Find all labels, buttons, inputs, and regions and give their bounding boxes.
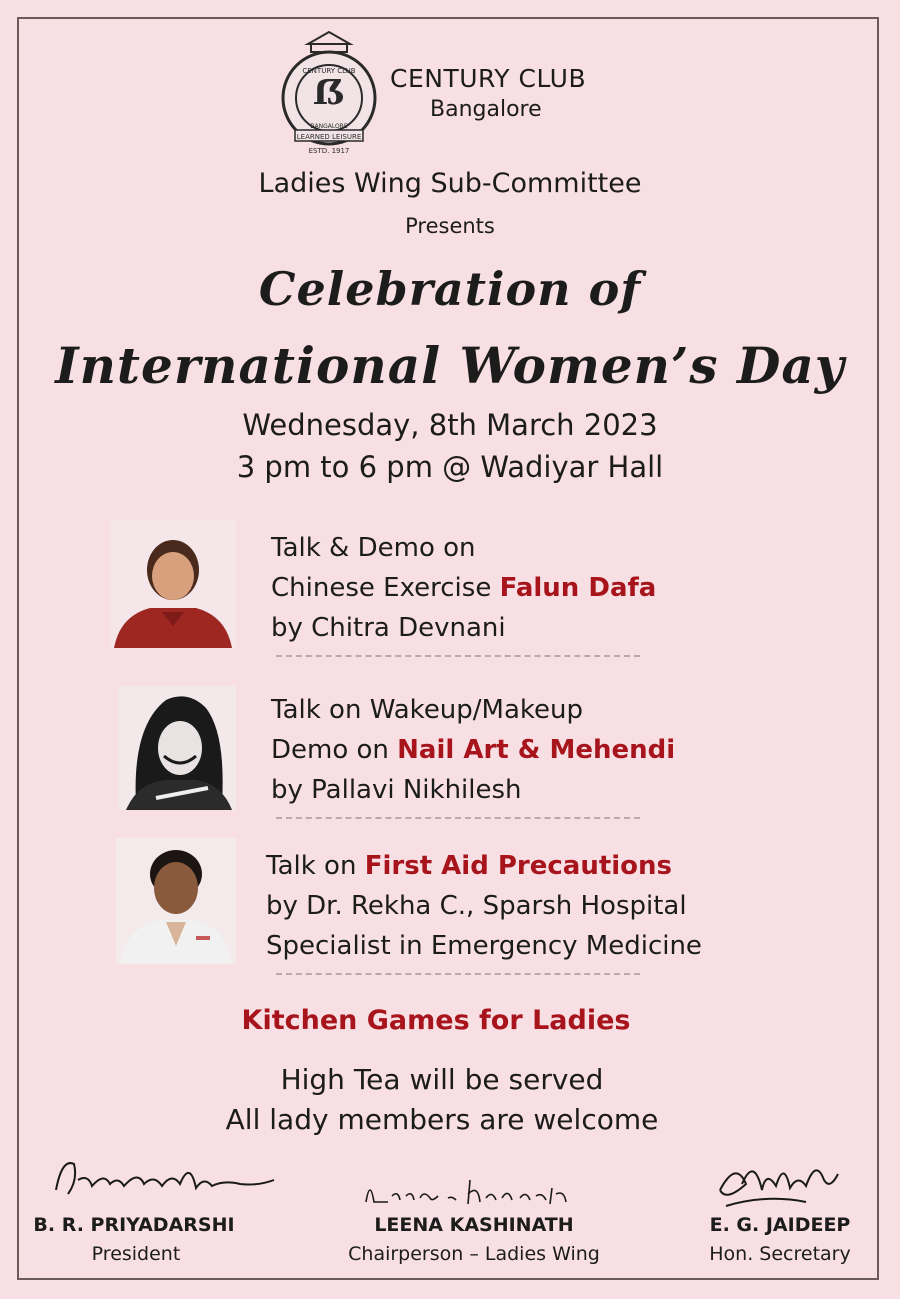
session-2-line-2-prefix: Demo on — [271, 735, 398, 765]
high-tea-text: High Tea will be served — [280, 1063, 604, 1096]
divider-3 — [276, 973, 640, 975]
session-1-line-2-prefix: Chinese Exercise — [271, 573, 500, 603]
signatory-2-name: LEENA KASHINATH — [374, 1214, 574, 1236]
svg-text:BANGALORE: BANGALORE — [310, 123, 348, 130]
speaker-photo-chitra — [110, 520, 236, 648]
session-3-line-2: by Dr. Rekha C., Sparsh Hospital — [266, 891, 687, 921]
session-3-line-1 — [266, 846, 672, 886]
session-3-line-1-prefix: Talk on — [266, 851, 365, 881]
event-date: Wednesday, 8th March 2023 — [242, 408, 658, 442]
kitchen-games-text: Kitchen Games for Ladies — [241, 1005, 631, 1036]
divider-1 — [276, 655, 640, 657]
session-2-highlight: Nail Art & Mehendi — [397, 735, 676, 765]
speaker-photo-pallavi — [118, 686, 236, 810]
club-name: CENTURY CLUB — [390, 64, 587, 93]
session-1-highlight: Falun Dafa — [499, 573, 657, 603]
speaker-photo-rekha — [116, 838, 236, 964]
welcome-text: All lady members are welcome — [225, 1103, 659, 1136]
title-line-2: International Women’s Day — [55, 336, 845, 395]
session-2-line-2 — [271, 730, 675, 770]
session-3-line-3: Specialist in Emergency Medicine — [266, 931, 702, 961]
session-3-highlight: First Aid Precautions — [364, 851, 673, 881]
signatory-1-role: President — [91, 1243, 181, 1265]
signature-jaideep — [706, 1150, 846, 1220]
signature-priyadarshi — [44, 1150, 284, 1210]
signatory-2-role: Chairperson – Ladies Wing — [348, 1243, 600, 1265]
svg-text:LEARNED LEISURE: LEARNED LEISURE — [296, 133, 362, 141]
signatory-3-role: Hon. Secretary — [709, 1243, 851, 1265]
svg-text:ESTD. 1917: ESTD. 1917 — [308, 147, 350, 155]
session-2-line-3: by Pallavi Nikhilesh — [271, 775, 522, 805]
century-club-emblem — [278, 26, 380, 158]
title-line-1: Celebration of — [258, 262, 642, 316]
presents-text: Presents — [405, 214, 495, 238]
signatory-3-name: E. G. JAIDEEP — [709, 1214, 851, 1236]
committee-heading: Ladies Wing Sub-Committee — [258, 168, 642, 199]
signature-leena — [360, 1172, 600, 1212]
svg-text:CENTURY CLUB: CENTURY CLUB — [302, 67, 356, 75]
session-1-line-1: Talk & Demo on — [271, 533, 476, 563]
signatory-1-name: B. R. PRIYADARSHI — [33, 1214, 235, 1236]
divider-2 — [276, 817, 640, 819]
session-2-line-1: Talk on Wakeup/Makeup — [271, 695, 584, 725]
session-1-line-2 — [271, 568, 656, 608]
club-city: Bangalore — [430, 97, 542, 122]
session-1-line-3: by Chitra Devnani — [271, 613, 506, 643]
event-time-venue: 3 pm to 6 pm @ Wadiyar Hall — [236, 450, 664, 484]
svg-text:ẞ: ẞ — [312, 73, 346, 113]
